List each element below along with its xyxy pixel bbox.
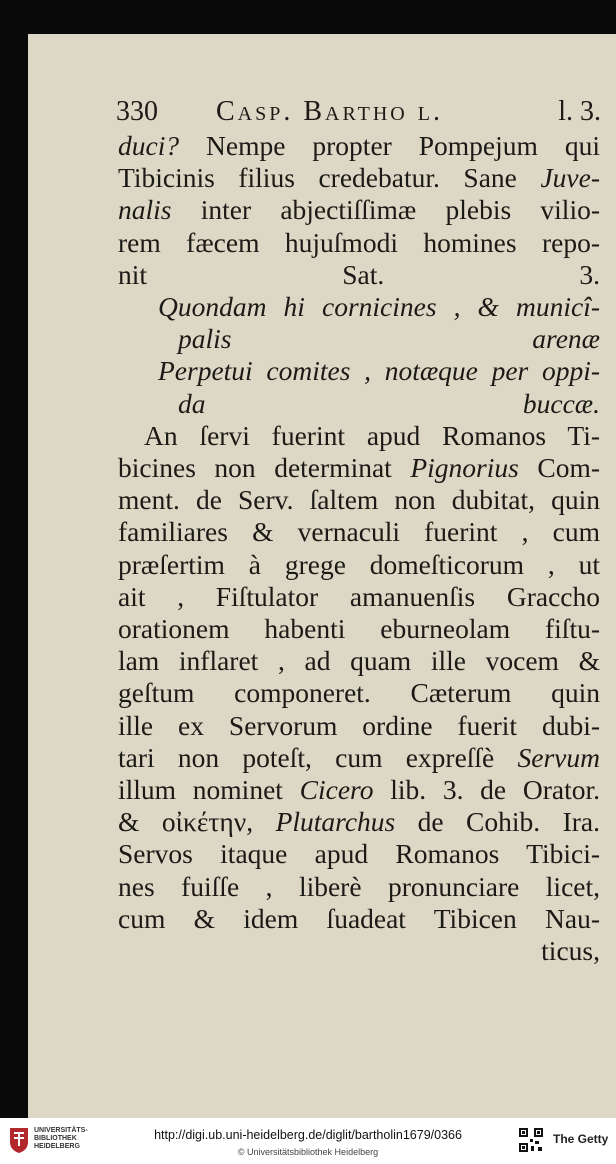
roman-text: lib. 3. de Orator. <box>373 774 600 805</box>
text-line <box>178 323 600 355</box>
italic-text: Pignorius <box>410 452 519 483</box>
text-line <box>118 452 600 484</box>
italic-text: da buccæ. <box>178 387 600 419</box>
italic-text: Cicero <box>299 774 374 805</box>
italic-text: Quondam hi cornicines , & municî- <box>158 291 600 322</box>
roman-text: lam inflaret , ad quam ille vocem & <box>118 645 600 677</box>
roman-text: geſtum componeret. Cæterum quin <box>118 677 600 709</box>
library-name-line: BIBLIOTHEK <box>34 1135 77 1142</box>
italic-text: palis arenæ <box>178 323 600 355</box>
roman-text: familiares & vernaculi fuerint , cum <box>118 516 600 548</box>
running-title: Casp. Bartho l. <box>216 96 443 127</box>
roman-text: ille ex Servorum ordine fuerit dubi- <box>118 709 600 741</box>
roman-text: nit Sat. 3. <box>118 258 600 290</box>
roman-text: ticus, <box>541 935 600 966</box>
italic-text: duci? <box>118 130 180 161</box>
permalink-url[interactable]: http://digi.ub.uni-heidelberg.de/diglit/bartholin1679/0366 <box>154 1128 462 1142</box>
roman-text: præſertim à grege domeſticorum , ut <box>118 548 600 580</box>
text-line <box>118 484 600 516</box>
book-page <box>28 34 616 1118</box>
text-line <box>158 355 600 387</box>
roman-text: Com- <box>518 452 601 483</box>
text-line <box>118 710 600 742</box>
text-line <box>118 871 600 903</box>
roman-text: An ſervi fuerint apud Romanos Ti- <box>144 419 600 451</box>
text-line <box>118 613 600 645</box>
book-reference: l. 3. <box>558 96 601 127</box>
text-line <box>118 742 600 774</box>
text-line <box>118 838 600 870</box>
text-line <box>144 420 600 452</box>
roman-text: bicines non determinat <box>118 452 411 483</box>
copyright-notice: © Universitätsbibliothek Heidelberg <box>237 1147 379 1157</box>
roman-text: nes fuiſſe , liberè pronunciare licet, <box>118 870 600 902</box>
library-name-line: UNIVERSITÄTS- <box>34 1127 88 1134</box>
roman-text: ment. de Serv. ſaltem non dubitat, quin <box>118 484 600 516</box>
roman-text: inter abjectiſſimæ plebis vilio- <box>171 194 600 226</box>
italic-text: Perpetui comites , notæque per oppi- <box>158 355 600 387</box>
text-line <box>118 259 600 291</box>
roman-text: Servos itaque apud Romanos Tibici- <box>118 838 600 870</box>
text-line <box>541 935 600 967</box>
text-line <box>118 130 600 162</box>
library-name-line: HEIDELBERG <box>34 1143 80 1150</box>
text-line <box>118 516 600 548</box>
italic-text: Servum <box>517 741 600 773</box>
text-line <box>118 677 600 709</box>
text-line <box>118 194 600 226</box>
roman-text: tari non poteſt, cum expreſſè <box>118 741 518 773</box>
italic-text: Plutarchus <box>275 806 396 838</box>
text-line <box>118 227 600 259</box>
roman-text: de Cohib. Ira. <box>395 806 600 838</box>
roman-text: Tibicinis filius credebatur. Sane <box>118 162 541 194</box>
text-line <box>118 774 600 806</box>
italic-text: nalis <box>118 194 172 226</box>
viewer-footer <box>0 1118 616 1164</box>
text-line <box>118 645 600 677</box>
text-line <box>118 162 600 194</box>
roman-text: & οἰκέτην, <box>118 806 276 838</box>
roman-text: Nempe propter Pompejum qui <box>179 130 600 161</box>
qr-code-icon <box>518 1127 544 1153</box>
text-line <box>118 903 600 935</box>
roman-text: ait , Fiſtulator amanuenſis Graccho <box>118 580 600 612</box>
italic-text: Juve- <box>540 162 600 194</box>
roman-text: orationem habenti eburneolam fiſtu- <box>118 613 600 644</box>
page-number: 330 <box>116 96 158 127</box>
roman-text: rem fæcem hujuſmodi homines repo- <box>118 226 600 258</box>
text-line <box>178 388 600 420</box>
text-line <box>118 549 600 581</box>
running-head <box>116 96 601 132</box>
roman-text: illum nominet <box>118 774 300 805</box>
text-line <box>158 291 600 323</box>
partner-name: The Getty <box>553 1132 609 1146</box>
roman-text: cum & idem ſuadeat Tibicen Nau- <box>118 902 600 934</box>
text-line <box>118 581 600 613</box>
text-line <box>118 806 600 838</box>
